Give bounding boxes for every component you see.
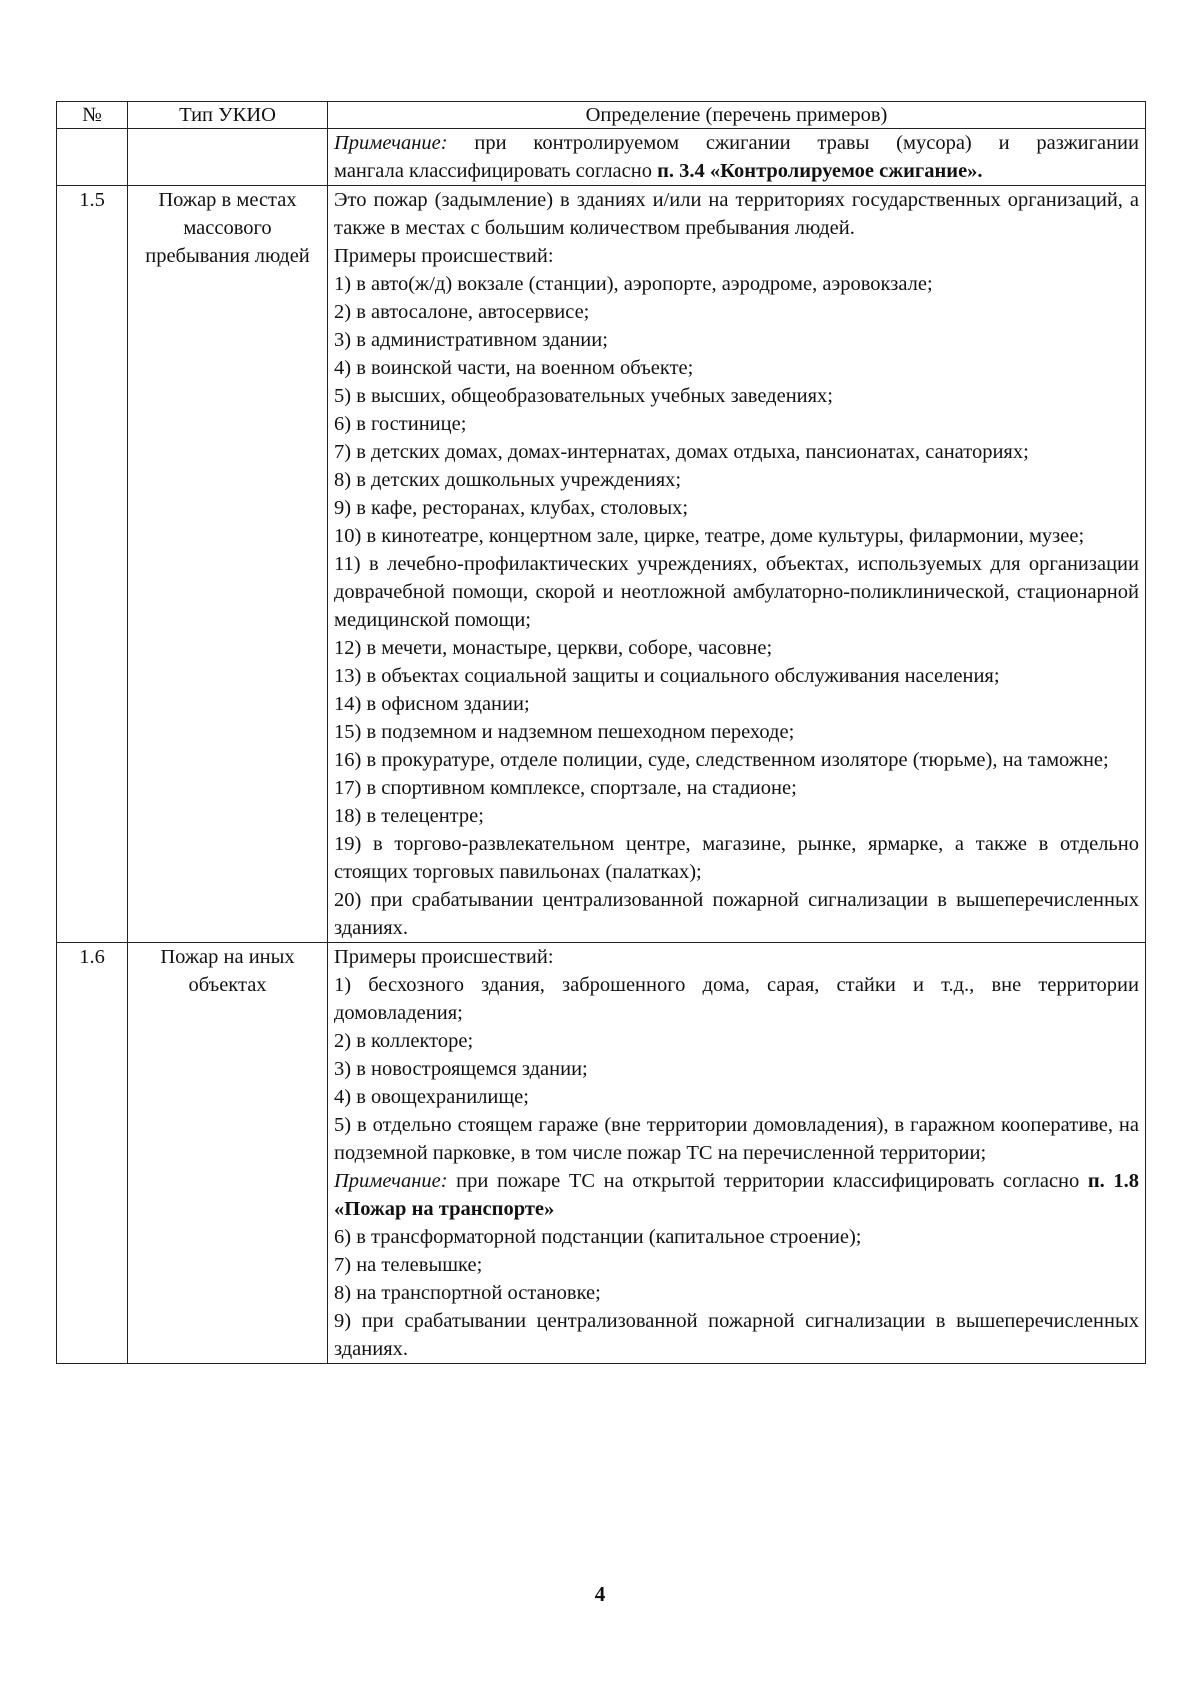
examples-list <box>334 971 1139 1167</box>
cell-definition-continuation <box>328 129 1146 186</box>
table-header-row <box>57 102 1146 129</box>
examples-title: Примеры происшествий: <box>334 946 554 968</box>
note-label: Примечание: <box>334 1170 448 1192</box>
list-item: 6) в гостинице; <box>334 413 467 435</box>
list-item: 5) в отдельно стоящем гараже (вне территории домовладения), в гаражном кооперативе, на подземной парковке, в том числе пожар ТС на перечисленной территории; <box>334 1114 1139 1164</box>
list-item: 2) в коллекторе; <box>334 1030 474 1052</box>
note-label: Примечание: <box>334 132 448 154</box>
note-line <box>334 129 1139 157</box>
list-item: 9) при срабатывании централизованной пожарной сигнализации в вышеперечисленных зданиях. <box>334 1310 1139 1360</box>
note-text: при контролируемом сжигании травы (мусора) и разжигании <box>447 132 1139 154</box>
examples-list-continued <box>334 1223 1139 1363</box>
note-text-2: мангала классифицировать согласно <box>334 160 658 182</box>
list-item: 3) в административном здании; <box>334 329 608 351</box>
list-item: 19) в торгово-развлекательном центре, магазине, рынке, ярмарке, а также в отдельно стоящих торговых павильонах (палатках); <box>334 833 1139 883</box>
list-item: 15) в подземном и надземном пешеходном переходе; <box>334 721 795 743</box>
list-item: 3) в новостроящемся здании; <box>334 1058 588 1080</box>
list-item: 6) в трансформаторной подстанции (капитальное строение); <box>334 1226 862 1248</box>
header-number: № <box>57 102 128 129</box>
note-text: при пожаре ТС на открытой территории классифицировать согласно <box>447 1170 1088 1192</box>
table-row-1-5 <box>57 186 1146 943</box>
list-item: 12) в мечети, монастыре, церкви, соборе, часовне; <box>334 637 773 659</box>
list-item: 16) в прокуратуре, отделе полиции, суде, следственном изоляторе (тюрьме), на таможне; <box>334 749 1109 771</box>
list-item: 17) в спортивном комплексе, спортзале, на стадионе; <box>334 777 797 799</box>
list-item: 4) в воинской части, на военном объекте; <box>334 357 694 379</box>
list-item: 9) в кафе, ресторанах, клубах, столовых; <box>334 497 689 519</box>
classification-table <box>56 101 1146 1364</box>
cell-definition <box>328 186 1146 943</box>
note-line-2 <box>334 157 1139 185</box>
cell-number-empty <box>57 129 128 186</box>
examples-list <box>334 270 1139 942</box>
list-item: 11) в лечебно-профилактических учреждениях, объектах, используемых для организации доврачебной помощи, скорой и неотложной амбулаторно-поликлинической, стационарной медицинской помощи; <box>334 553 1139 631</box>
list-item: 20) при срабатывании централизованной пожарной сигнализации в вышеперечисленных зданиях. <box>334 889 1139 939</box>
list-item: 7) на телевышке; <box>334 1254 483 1276</box>
list-item: 10) в кинотеатре, концертном зале, цирке, театре, доме культуры, филармонии, музее; <box>334 525 1085 547</box>
list-item: 13) в объектах социальной защиты и социального обслуживания населения; <box>334 665 1000 687</box>
cell-definition <box>328 943 1146 1364</box>
list-item: 1) в авто(ж/д) вокзале (станции), аэропорте, аэродроме, аэровокзале; <box>334 273 933 295</box>
cell-number: 1.5 <box>57 186 128 943</box>
note-reference: п. 1.8 «Пожар на транспорте» <box>334 1170 1139 1220</box>
cell-type: Пожар на иных объектах <box>128 943 328 1364</box>
list-item: 8) на транспортной остановке; <box>334 1282 601 1304</box>
header-definition: Определение (перечень примеров) <box>328 102 1146 129</box>
list-item: 8) в детских дошкольных учреждениях; <box>334 469 682 491</box>
table-row-continuation <box>57 129 1146 186</box>
list-item: 7) в детских домах, домах-интернатах, домах отдыха, пансионатах, санаториях; <box>334 441 1029 463</box>
note-block <box>334 1167 1139 1223</box>
definition-intro: Это пожар (задымление) в зданиях и/или на территориях государственных организаций, а также в местах с большим количеством пребывания людей. <box>334 189 1139 239</box>
note-reference: п. 3.4 «Контролируемое сжигание». <box>657 160 983 182</box>
examples-title: Примеры происшествий: <box>334 245 554 267</box>
list-item: 2) в автосалоне, автосервисе; <box>334 301 590 323</box>
table-row-1-6 <box>57 943 1146 1364</box>
cell-type: Пожар в местах массового пребывания людей <box>128 186 328 943</box>
list-item: 4) в овощехранилище; <box>334 1086 529 1108</box>
list-item: 1) бесхозного здания, заброшенного дома, сарая, стайки и т.д., вне территории домовладения; <box>334 974 1139 1024</box>
cell-number: 1.6 <box>57 943 128 1364</box>
list-item: 14) в офисном здании; <box>334 693 530 715</box>
list-item: 18) в телецентре; <box>334 805 484 827</box>
page-number: 4 <box>594 1582 606 1606</box>
header-type: Тип УКИО <box>128 102 328 129</box>
list-item: 5) в высших, общеобразовательных учебных заведениях; <box>334 385 834 407</box>
cell-type-empty <box>128 129 328 186</box>
